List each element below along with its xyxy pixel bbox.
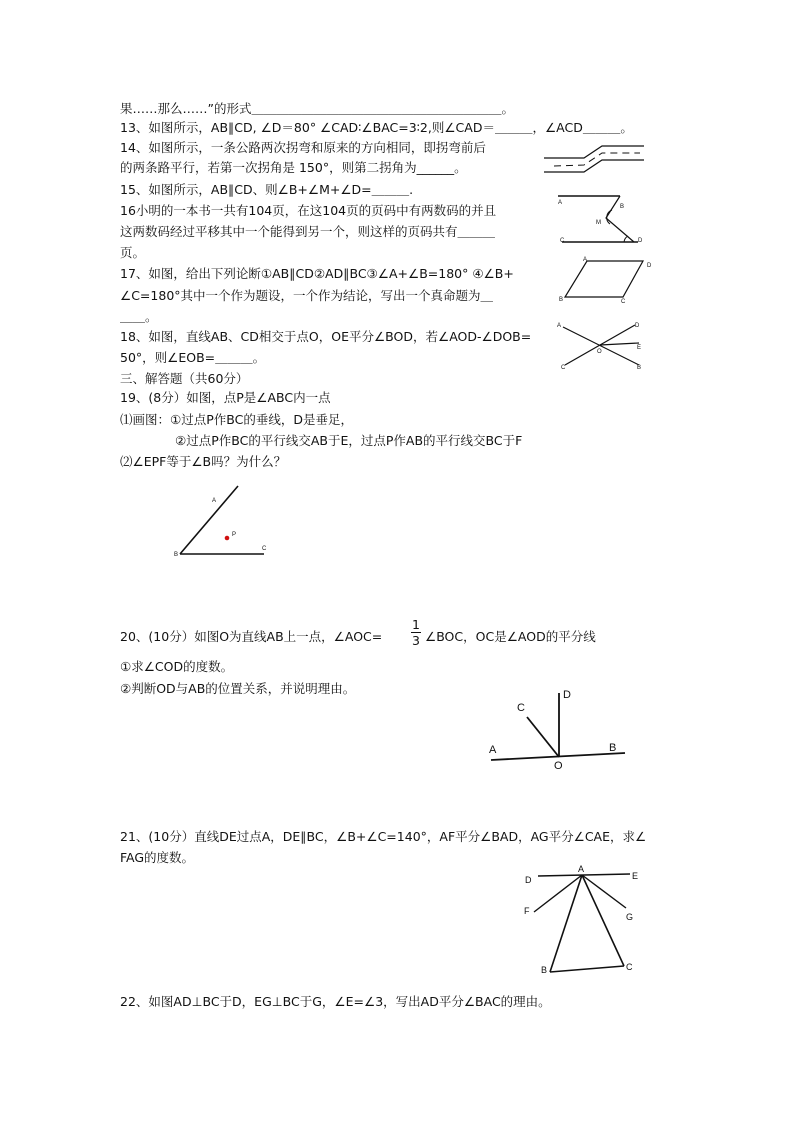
- question-19: 19、(8分）如图，点P是∠ABC内一点: [120, 390, 331, 405]
- label-a: A: [212, 498, 217, 504]
- label-e: E: [632, 871, 639, 881]
- figure-19: [172, 482, 277, 560]
- label-a: A: [489, 744, 497, 756]
- label-d: D: [638, 238, 643, 244]
- question-19-part2: ⑵∠EPF等于∠B吗？为什么？: [120, 454, 287, 469]
- question-18-line1: 18、如图，直线AB、CD相交于点O，OE平分∠BOD，若∠AOD-∠DOB=: [120, 329, 532, 344]
- question-13: 13、如图所示，AB∥CD, ∠D＝80° ∠CAD∶∠BAC=3∶2,则∠CAD＝＿＿＿，∠ACD＿＿＿。: [120, 120, 633, 135]
- question-20-part-a: 20、(10分）如图O为直线AB上一点，∠AOC=: [120, 629, 383, 644]
- label-f: F: [524, 906, 530, 916]
- figure-21: [520, 862, 645, 978]
- label-a: A: [583, 257, 588, 263]
- label-d: D: [635, 323, 640, 329]
- label-c: C: [621, 299, 626, 305]
- question-19-part1: ⑴画图：①过点P作BC的垂线，D是垂足，: [120, 412, 353, 427]
- label-b: B: [174, 552, 179, 558]
- label-b: B: [541, 965, 548, 975]
- label-c: C: [262, 546, 267, 552]
- figure-20: [485, 685, 630, 775]
- label-c: C: [560, 238, 565, 244]
- question-16-line2: 这两数码经过平移其中一个能得到另一个，则这样的页码共有＿＿＿: [120, 224, 496, 239]
- label-p: P: [232, 532, 237, 538]
- label-e: E: [637, 345, 642, 351]
- question-15: 15、如图所示，AB∥CD、则∠B+∠M+∠D=＿＿＿.: [120, 182, 414, 197]
- question-20-sub2: ②判断OD与AB的位置关系，并说明理由。: [120, 681, 356, 696]
- label-g: G: [626, 912, 634, 922]
- fraction-one-third: [411, 618, 421, 647]
- question-16-line3: 页。: [120, 245, 146, 260]
- question-16-line1: 16小明的一本书一共有104页，在这104页的页码中有两数码的并且: [120, 203, 497, 218]
- label-c: C: [517, 702, 525, 714]
- figure-18: [555, 315, 650, 375]
- label-o: O: [554, 760, 563, 772]
- question-17-line3: ＿＿。: [120, 309, 158, 324]
- label-a: A: [557, 323, 562, 329]
- text-line-intro: 果……那么……”的形式＿＿＿＿＿＿＿＿＿＿＿＿＿＿＿＿＿＿＿＿。: [120, 101, 514, 116]
- question-20-sub1: ①求∠COD的度数。: [120, 659, 234, 674]
- figure-14-road: [540, 138, 646, 178]
- question-17-line1: 17、如图，给出下列论断①AB∥CD②AD∥BC③∠A+∠B=180° ④∠B+: [120, 266, 514, 281]
- label-m: M: [596, 220, 601, 226]
- label-d: D: [647, 263, 652, 269]
- question-21-line1: 21、(10分）直线DE过点A，DE∥BC，∠B+∠C=140°，AF平分∠BAD，AG平分∠CAE，求∠: [120, 829, 647, 844]
- question-19-part1b: ②过点P作BC的平行线交AB于E，过点P作AB的平行线交BC于F: [175, 433, 523, 448]
- question-14-line1: 14、如图所示，一条公路两次拐弯和原来的方向相同，即拐弯前后: [120, 140, 486, 155]
- label-b: B: [637, 365, 642, 371]
- question-18-line2: 50°，则∠EOB=＿＿＿。: [120, 350, 266, 365]
- section-heading: 三、解答题（共60分）: [120, 371, 249, 386]
- question-17-line2: ∠C=180°其中一个作为题设，一个作为结论，写出一个真命题为＿: [120, 288, 494, 303]
- point-p: [225, 536, 230, 541]
- label-d: D: [525, 875, 532, 885]
- label-b: B: [559, 297, 564, 303]
- question-14-line2: 的两条路平行，若第一次拐角是 150°，则第二拐角为______。: [120, 160, 467, 175]
- question-21-line2: FAG的度数。: [120, 850, 195, 865]
- fraction-denominator: 3: [412, 633, 420, 648]
- label-a: A: [558, 200, 563, 206]
- question-20-part-b: ∠BOC，OC是∠AOD的平分线: [425, 629, 596, 644]
- label-b: B: [620, 204, 625, 210]
- figure-15: [550, 190, 650, 252]
- label-b: B: [609, 742, 617, 754]
- figure-17: [555, 255, 660, 305]
- label-c: C: [561, 365, 566, 371]
- label-c: C: [626, 962, 633, 972]
- question-22: 22、如图AD⊥BC于D，EG⊥BC于G，∠E=∠3，写出AD平分∠BAC的理由。: [120, 994, 551, 1009]
- fraction-numerator: 1: [412, 617, 420, 632]
- label-o: O: [597, 349, 602, 355]
- label-a: A: [578, 864, 585, 874]
- label-d: D: [563, 689, 571, 701]
